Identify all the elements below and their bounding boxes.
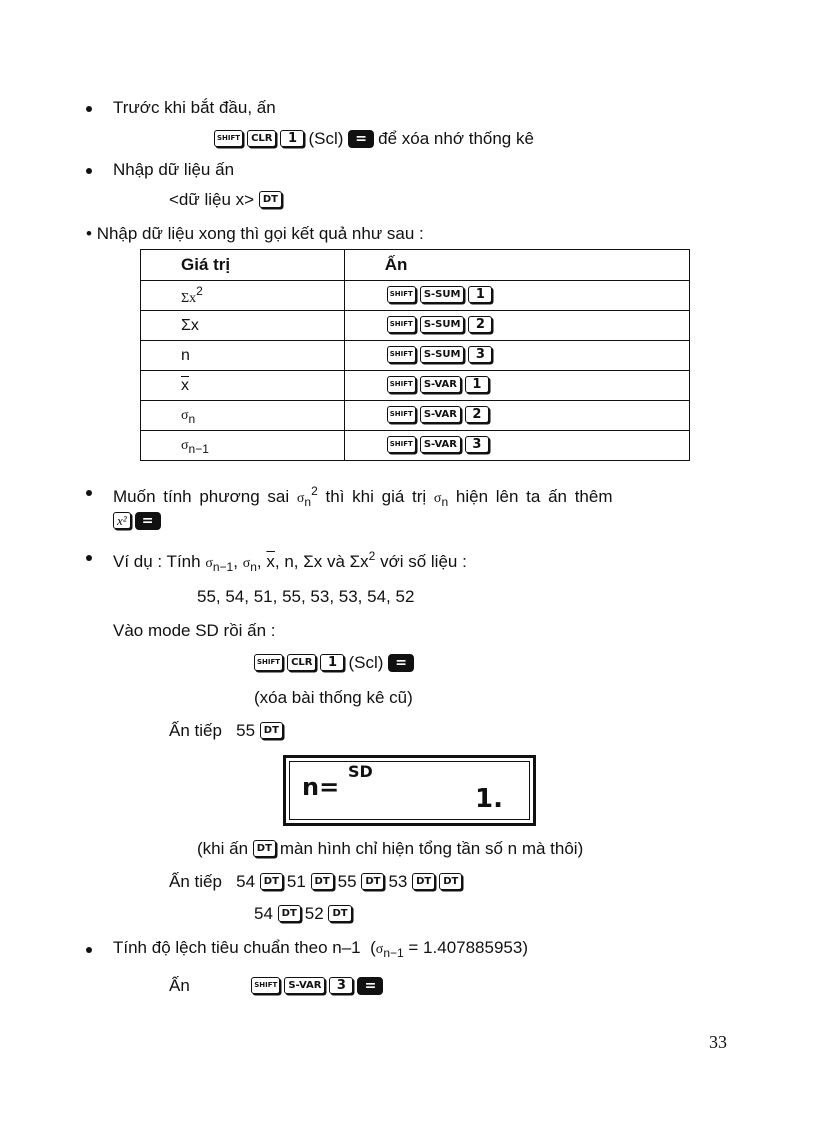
bullet	[86, 106, 92, 112]
mode-note: (xóa bài thống kê cũ)	[254, 688, 413, 707]
display-value: 1.	[475, 784, 503, 814]
data-entry-line	[169, 189, 286, 211]
variance-keys	[113, 510, 165, 532]
next-sequence-line: Ấn tiếp 54 DT 51 DT 55 DT 53 DT DT	[169, 871, 466, 893]
shift-key: SHIFT	[251, 977, 280, 994]
table-row	[141, 431, 690, 461]
next-55-line: Ấn tiếp 55 DT	[169, 720, 287, 742]
clr-key: CLR	[287, 654, 316, 671]
bullet	[86, 168, 92, 174]
shift-key: SHIFT	[387, 436, 416, 453]
equals-key: =	[348, 130, 374, 148]
header-value: Giá trị	[141, 250, 345, 281]
dt-key: DT	[260, 722, 283, 739]
data-x-label: <dữ liệu x>	[169, 190, 255, 209]
row-keys	[344, 371, 689, 401]
row-symbol: $\overline{x}$	[141, 371, 345, 401]
table-row	[141, 281, 690, 311]
press-keys-line: Ấn SHIFT S-VAR 3 =	[169, 975, 387, 997]
dt-key: DT	[278, 905, 301, 922]
bullet	[86, 490, 92, 496]
s-var-key: S-VAR	[420, 376, 461, 393]
calculator-display	[283, 755, 536, 826]
row-keys	[344, 401, 689, 431]
display-label: n=	[302, 773, 340, 801]
row-symbol: n	[141, 341, 345, 371]
header-press: Ấn	[344, 250, 689, 281]
dt-key: DT	[361, 873, 384, 890]
three-key: 3	[465, 436, 489, 453]
table-row	[141, 371, 690, 401]
shift-key: SHIFT	[387, 406, 416, 423]
s-var-key: S-VAR	[284, 977, 325, 994]
dt-key: DT	[259, 191, 282, 208]
dt-key: DT	[260, 873, 283, 890]
s-sum-key: S-SUM	[420, 346, 465, 363]
table-row	[141, 341, 690, 371]
bullet	[86, 555, 92, 561]
dt-note: (khi ấn DT màn hình chỉ hiện tổng tần số n mà thôi)	[197, 839, 584, 858]
shift-key: SHIFT	[387, 316, 416, 333]
row-symbol: $\Sigma x^2$	[141, 281, 345, 311]
x-squared-key: x²	[113, 512, 131, 529]
one-key: 1	[465, 376, 489, 393]
row-keys	[344, 311, 689, 341]
row-keys	[344, 281, 689, 311]
dt-key: DT	[412, 873, 435, 890]
bullet-6-text: Tính độ lệch tiêu chuẩn theo n–1 $(\sigma_{n-1} = 1.407885953)$	[113, 938, 528, 960]
scl-label: (Scl)	[308, 129, 344, 148]
one-key: 1	[320, 654, 344, 671]
bullet-4-text: Muốn tính phương sai $\sigma_n^2$ thì khi giá trị $\sigma_n$ hiện lên ta ấn thêm	[113, 484, 613, 509]
s-var-key: S-VAR	[420, 406, 461, 423]
shift-key: SHIFT	[387, 376, 416, 393]
table-header-row	[141, 250, 690, 281]
mode-keys: SHIFT CLR 1 (Scl) =	[254, 652, 418, 674]
bullet-3-text: • Nhập dữ liệu xong thì gọi kết quả như sau :	[86, 224, 424, 243]
dt-key: DT	[311, 873, 334, 890]
row-symbol: $\sigma_n$	[141, 401, 345, 431]
one-key: 1	[468, 286, 492, 303]
mode-sd-line: Vào mode SD rồi ấn :	[113, 621, 276, 640]
sequence-line-2: 54 DT 52 DT	[254, 903, 356, 925]
row-keys	[344, 341, 689, 371]
sample-data: 55, 54, 51, 55, 53, 53, 54, 52	[197, 587, 415, 606]
one-key: 1	[280, 130, 304, 147]
clear-memory-text: để xóa nhớ thống kê	[378, 129, 534, 148]
table-row	[141, 311, 690, 341]
shift-key: SHIFT	[387, 346, 416, 363]
equals-key: =	[135, 512, 161, 530]
bullet-5-text: Ví dụ : Tính $\sigma_{n-1}$, $\sigma_n$, $\overline{x}$, n, Σx và $\Sigma x^2$ với số liệu :	[113, 549, 467, 574]
dt-key: DT	[253, 840, 276, 857]
two-key: 2	[468, 316, 492, 333]
page-number: 33	[709, 1032, 727, 1052]
dt-key: DT	[439, 873, 462, 890]
equals-key: =	[357, 977, 383, 995]
s-var-key: S-VAR	[420, 436, 461, 453]
s-sum-key: S-SUM	[420, 286, 465, 303]
shift-key: SHIFT	[254, 654, 283, 671]
bullet-1-text: Trước khi bắt đầu, ấn	[113, 98, 276, 117]
bullet	[86, 947, 92, 953]
row-symbol: Σx	[141, 311, 345, 341]
three-key: 3	[329, 977, 353, 994]
row-symbol: $\sigma_{n-1}$	[141, 431, 345, 461]
table-row	[141, 401, 690, 431]
results-table	[140, 249, 690, 461]
equals-key: =	[388, 654, 414, 672]
display-mode-indicator: SD	[348, 762, 373, 781]
shift-key: SHIFT	[214, 130, 243, 147]
shift-key: SHIFT	[387, 286, 416, 303]
dt-key: DT	[328, 905, 351, 922]
clr-key: CLR	[247, 130, 276, 147]
two-key: 2	[465, 406, 489, 423]
bullet-2-text: Nhập dữ liệu ấn	[113, 160, 235, 179]
three-key: 3	[468, 346, 492, 363]
clear-memory-line	[214, 128, 534, 150]
s-sum-key: S-SUM	[420, 316, 465, 333]
row-keys	[344, 431, 689, 461]
